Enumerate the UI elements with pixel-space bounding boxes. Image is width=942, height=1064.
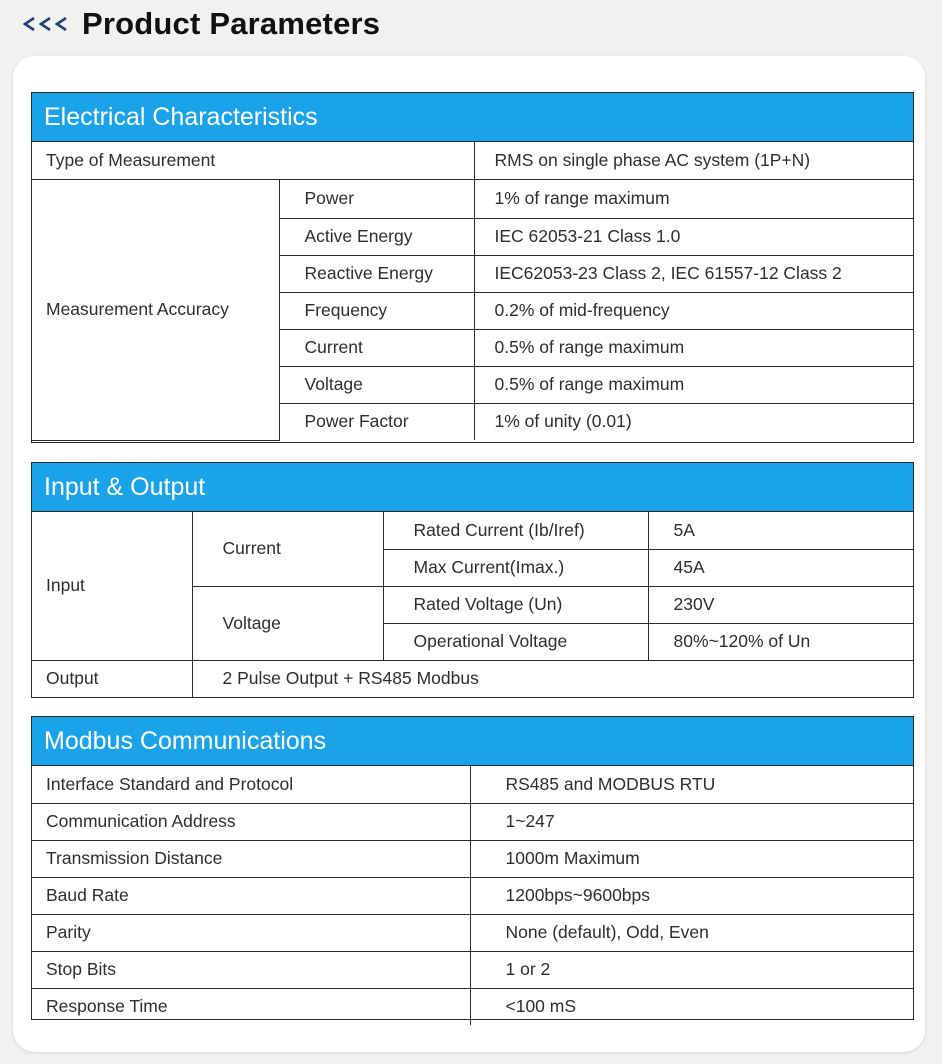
table-row	[32, 660, 913, 697]
accuracy-item-value: 0.2% of mid-frequency	[474, 292, 913, 329]
modbus-item-value: None (default), Odd, Even	[470, 914, 913, 951]
accuracy-item-value: 0.5% of range maximum	[474, 329, 913, 366]
io-table	[32, 512, 913, 697]
modbus-item-value: 1~247	[470, 803, 913, 840]
output-label: Output	[32, 660, 192, 697]
accuracy-item-label: Power Factor	[279, 403, 474, 440]
type-label: Type of Measurement	[32, 142, 474, 179]
table-row	[32, 877, 913, 914]
modbus-item-label: Transmission Distance	[32, 840, 470, 877]
accuracy-item-label: Current	[279, 329, 474, 366]
modbus-item-label: Communication Address	[32, 803, 470, 840]
io-item-value: 5A	[648, 512, 913, 549]
table-row	[32, 840, 913, 877]
section-header-modbus: Modbus Communications	[32, 717, 913, 766]
modbus-item-label: Parity	[32, 914, 470, 951]
triple-chevron-left-icon	[22, 15, 74, 33]
table-row	[32, 179, 913, 218]
table-row	[32, 988, 913, 1025]
modbus-section	[31, 716, 914, 1020]
table-row	[32, 512, 913, 549]
io-item-label: Rated Current (Ib/Iref)	[383, 512, 648, 549]
current-label: Current	[192, 512, 383, 586]
output-value: 2 Pulse Output + RS485 Modbus	[192, 660, 913, 697]
table-row	[32, 142, 913, 179]
section-header-io: Input & Output	[32, 463, 913, 512]
modbus-item-value: RS485 and MODBUS RTU	[470, 766, 913, 803]
io-item-value: 45A	[648, 549, 913, 586]
accuracy-item-label: Voltage	[279, 366, 474, 403]
table-row	[32, 951, 913, 988]
accuracy-item-value: 0.5% of range maximum	[474, 366, 913, 403]
electrical-section	[31, 92, 914, 443]
io-item-label: Operational Voltage	[383, 623, 648, 660]
modbus-item-label: Stop Bits	[32, 951, 470, 988]
type-value: RMS on single phase AC system (1P+N)	[474, 142, 913, 179]
modbus-item-value: <100 mS	[470, 988, 913, 1025]
modbus-item-value: 1 or 2	[470, 951, 913, 988]
accuracy-item-value: IEC 62053-21 Class 1.0	[474, 218, 913, 255]
input-label: Input	[32, 512, 192, 660]
table-row	[32, 803, 913, 840]
page-heading	[22, 4, 380, 44]
electrical-table	[32, 142, 913, 441]
modbus-table	[32, 766, 913, 1025]
table-row	[32, 914, 913, 951]
accuracy-item-label: Reactive Energy	[279, 255, 474, 292]
page-title: Product Parameters	[82, 6, 381, 41]
io-item-value: 80%~120% of Un	[648, 623, 913, 660]
section-header-electrical: Electrical Characteristics	[32, 93, 913, 142]
accuracy-item-value: IEC62053-23 Class 2, IEC 61557-12 Class 2	[474, 255, 913, 292]
accuracy-label: Measurement Accuracy	[32, 179, 279, 440]
io-item-label: Max Current(Imax.)	[383, 549, 648, 586]
table-row	[32, 766, 913, 803]
accuracy-item-value: 1% of unity (0.01)	[474, 403, 913, 440]
voltage-label: Voltage	[192, 586, 383, 660]
accuracy-item-label: Active Energy	[279, 218, 474, 255]
io-section	[31, 462, 914, 698]
modbus-item-label: Interface Standard and Protocol	[32, 766, 470, 803]
modbus-item-label: Response Time	[32, 988, 470, 1025]
modbus-item-value: 1000m Maximum	[470, 840, 913, 877]
accuracy-item-value: 1% of range maximum	[474, 179, 913, 218]
accuracy-item-label: Power	[279, 179, 474, 218]
io-item-label: Rated Voltage (Un)	[383, 586, 648, 623]
modbus-item-label: Baud Rate	[32, 877, 470, 914]
modbus-item-value: 1200bps~9600bps	[470, 877, 913, 914]
io-item-value: 230V	[648, 586, 913, 623]
accuracy-item-label: Frequency	[279, 292, 474, 329]
